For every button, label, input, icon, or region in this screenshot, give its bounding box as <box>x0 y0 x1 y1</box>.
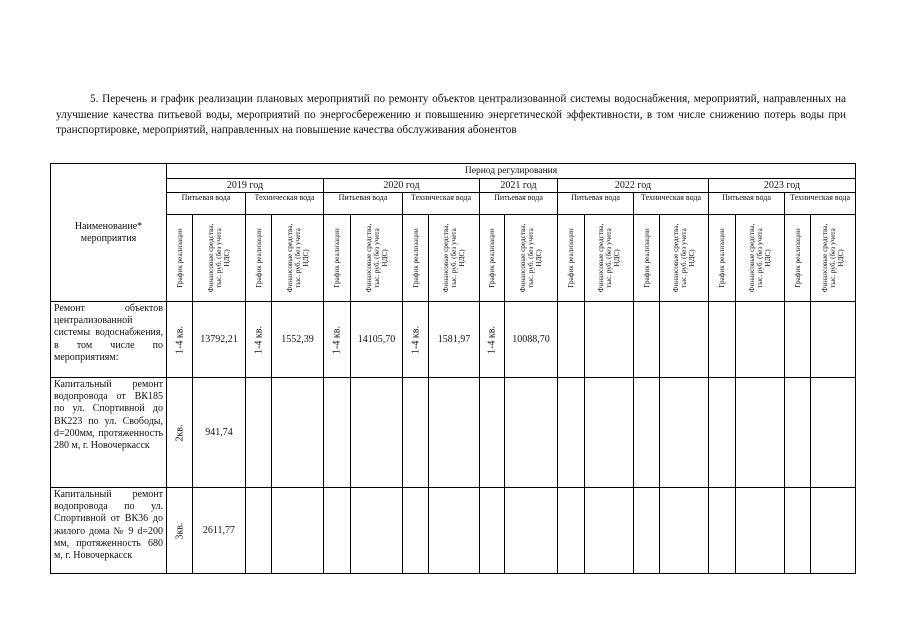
water-type-header: Техническая вода <box>403 193 480 215</box>
schedule-cell <box>403 378 429 488</box>
year-header: 2021 год <box>480 179 558 193</box>
water-type-header: Техническая вода <box>785 193 856 215</box>
schedule-cell <box>709 302 736 378</box>
finance-cell <box>351 488 403 574</box>
schedule-column-header <box>558 215 585 302</box>
finance-cell: 1581,97 <box>429 302 480 378</box>
schedule-value: 3кв. <box>174 521 185 540</box>
finance-cell <box>736 302 785 378</box>
finance-cell <box>351 378 403 488</box>
finance-column-header-label: Финансовые средства, тыс. руб. (без учета НДС) <box>364 223 389 293</box>
year-header: 2020 год <box>324 179 480 193</box>
schedule-column-header-label: График реализации <box>175 228 184 288</box>
finance-cell <box>429 488 480 574</box>
finance-cell <box>736 378 785 488</box>
finance-cell <box>272 488 324 574</box>
schedule-cell <box>403 302 429 378</box>
schedule-cell <box>480 378 505 488</box>
table-row <box>51 302 856 378</box>
schedule-column-header <box>403 215 429 302</box>
schedule-cell <box>480 488 505 574</box>
finance-column-header-label: Финансовые средства, тыс. руб. (без учета НДС) <box>519 223 543 293</box>
finance-cell: 10088,70 <box>505 302 558 378</box>
schedule-cell <box>558 378 585 488</box>
schedule-column-header <box>324 215 351 302</box>
schedule-value: 2кв. <box>174 423 185 442</box>
schedule-cell <box>634 488 660 574</box>
schedule-cell <box>634 378 660 488</box>
water-type-header: Питьевая вода <box>480 193 558 215</box>
schedule-cell <box>785 488 811 574</box>
finance-cell <box>585 378 634 488</box>
period-header: Период регулирования <box>167 164 856 179</box>
schedule-column-header <box>785 215 811 302</box>
finance-column-header <box>429 215 480 302</box>
finance-column-header <box>193 215 246 302</box>
finance-cell <box>736 488 785 574</box>
finance-column-header-label: Финансовые средства, тыс. руб. (без учета НДС) <box>597 223 621 293</box>
finance-cell <box>811 302 856 378</box>
schedule-column-header <box>246 215 272 302</box>
water-type-header: Питьевая вода <box>558 193 634 215</box>
finance-column-header <box>351 215 403 302</box>
finance-cell <box>660 378 709 488</box>
schedule-cell <box>785 302 811 378</box>
schedule-column-header-label: График реализации <box>254 228 263 288</box>
water-type-header: Питьевая вода <box>709 193 785 215</box>
activity-name: Капитальный ремонт водопровода от ВК185 по ул. Спортивной до ВК223 по ул. Свободы, d=200мм, протяженность 280 м, г. Новочеркасск <box>51 378 167 488</box>
plan-table <box>50 163 856 574</box>
finance-column-header <box>660 215 709 302</box>
finance-column-header-label: Финансовые средства, тыс. руб. (без учета НДС) <box>285 223 310 293</box>
schedule-cell <box>167 378 193 488</box>
schedule-column-header-label: График реализации <box>411 228 420 288</box>
table-row <box>51 488 856 574</box>
finance-cell: 1552,39 <box>272 302 324 378</box>
section-heading: 5. Перечень и график реализации плановых мероприятий по ремонту объектов централизованной системы водоснабжения, мероприятий, направленных на улучшение качества питьевой воды, мероприятий по энергосбережению и повышению энергетической эффективности, в том числе снижению потерь воды при транспортировке, мероприятий, направленных на повышение качества обслуживания абонентов <box>56 93 846 136</box>
schedule-column-header <box>167 215 193 302</box>
finance-cell <box>272 378 324 488</box>
schedule-column-header-label: График реализации <box>642 228 651 288</box>
finance-cell: 941,74 <box>193 378 246 488</box>
schedule-value: 1-4 кв. <box>486 325 498 354</box>
schedule-cell <box>246 378 272 488</box>
finance-column-header-label: Финансовые средства, тыс. руб. (без учета НДС) <box>748 223 772 293</box>
schedule-column-header-label: График реализации <box>333 228 341 288</box>
schedule-cell <box>167 488 193 574</box>
finance-column-header-label: Финансовые средства, тыс. руб. (без учета НДС) <box>442 223 466 293</box>
finance-cell <box>811 488 856 574</box>
year-header: 2023 год <box>709 179 856 193</box>
schedule-value: 1-4 кв. <box>253 325 264 354</box>
schedule-value: 1-4 кв. <box>174 325 185 354</box>
finance-cell <box>429 378 480 488</box>
finance-cell <box>585 302 634 378</box>
schedule-cell <box>403 488 429 574</box>
water-type-header: Техническая вода <box>246 193 324 215</box>
water-type-header: Питьевая вода <box>324 193 403 215</box>
schedule-cell <box>634 302 660 378</box>
finance-cell <box>505 378 558 488</box>
schedule-cell <box>167 302 193 378</box>
finance-cell <box>660 302 709 378</box>
table-row <box>51 378 856 488</box>
finance-cell <box>505 488 558 574</box>
finance-column-header <box>811 215 856 302</box>
water-type-header: Питьевая вода <box>167 193 246 215</box>
schedule-cell <box>324 302 351 378</box>
year-header: 2019 год <box>167 179 324 193</box>
finance-column-header-label: Финансовые средства, тыс. руб. (без учета НДС) <box>672 223 696 293</box>
schedule-column-header <box>480 215 505 302</box>
finance-cell <box>660 488 709 574</box>
activity-name: Ремонт объектов централизованной системы водоснабжения, в том числе по мероприятиям: <box>51 302 167 378</box>
finance-cell: 13792,21 <box>193 302 246 378</box>
schedule-column-header <box>634 215 660 302</box>
schedule-cell <box>709 378 736 488</box>
finance-column-header-label: Финансовые средства, тыс. руб. (без учета НДС) <box>821 223 845 293</box>
schedule-cell <box>558 302 585 378</box>
finance-cell: 14105,70 <box>351 302 403 378</box>
schedule-column-header-label: График реализации <box>793 228 802 288</box>
schedule-cell <box>558 488 585 574</box>
schedule-cell <box>709 488 736 574</box>
finance-column-header <box>585 215 634 302</box>
schedule-cell <box>324 488 351 574</box>
schedule-cell <box>246 302 272 378</box>
finance-cell <box>585 488 634 574</box>
water-type-header: Техническая вода <box>634 193 709 215</box>
schedule-column-header <box>709 215 736 302</box>
schedule-cell <box>324 378 351 488</box>
finance-column-header <box>272 215 324 302</box>
schedule-value: 1-4 кв. <box>331 325 343 354</box>
schedule-column-header-label: График реализации <box>567 228 575 288</box>
schedule-cell <box>246 488 272 574</box>
schedule-cell <box>480 302 505 378</box>
name-column-header: Наименование* мероприятия <box>51 164 167 302</box>
finance-column-header-label: Финансовые средства, тыс. руб. (без учета НДС) <box>207 223 231 293</box>
schedule-column-header-label: График реализации <box>488 228 496 288</box>
schedule-cell <box>785 378 811 488</box>
schedule-column-header-label: График реализации <box>718 228 726 288</box>
finance-cell <box>811 378 856 488</box>
finance-column-header <box>505 215 558 302</box>
finance-cell: 2611,77 <box>193 488 246 574</box>
activity-name: Капитальный ремонт водопровода по ул. Спортивной от ВК36 до жилого дома № 9 d=200 мм, протяженность 680 м, г. Новочеркасск <box>51 488 167 574</box>
finance-column-header <box>736 215 785 302</box>
schedule-value: 1-4 кв. <box>410 325 421 354</box>
year-header: 2022 год <box>558 179 709 193</box>
